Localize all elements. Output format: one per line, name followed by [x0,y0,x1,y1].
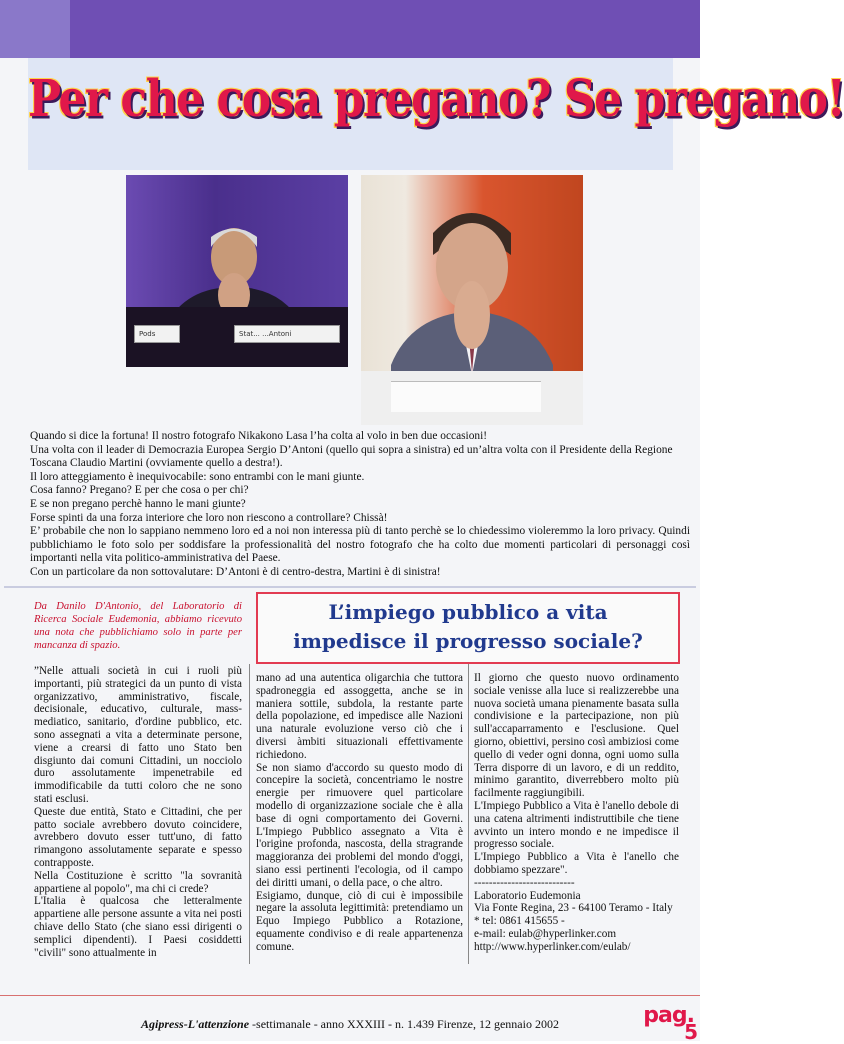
column-divider [249,664,250,964]
paragraph: L'Impiego Pubblico a Vita è l'anello che dobbiamo spezzare". [474,851,679,876]
publication-details: -settimanale - anno XXXIII - n. 1.439 Firenze, 12 gennaio 2002 [249,1017,559,1031]
separator-line: --------------------------- [474,876,575,889]
paragraph: Il giorno che questo nuovo ordinamento sociale venisse alla luce si realizzerebbe una nuova società umana pienamente basata sulla condivisione e la partecipazione, non più sull'accaparramento e l'esclusione. Quel giorno, obiettivi, persino così ambiziosi come quello di veder ogni donna, ogni uomo sulla Terra disporre di un lavoro, e di un reddito, minimo garantito, diverrebbero molto più facilmente raggiungibili. [474,672,679,800]
photo-dantoni [126,175,348,367]
caption-line: Cosa fanno? Pregano? E per che cosa o per chi? [30,484,249,497]
article-title-line-2: impedisce il progresso sociale? [293,629,643,653]
article-intro: Da Danilo D'Antonio, del Laboratorio di Ricerca Sociale Eudemonia, abbiamo ricevuto una nota che pubblichiamo solo in parte per mancanza di spazio. [34,601,242,651]
footer-rule [0,995,700,996]
photo-martini [361,175,583,425]
name-plate-right: Stat... ...Antoni [234,325,340,343]
paragraph: L'Impiego Pubblico a Vita è l'anello debole di una catena altrimenti indistruttibile che tiene avvinto un intero mondo e ne impedisce il progresso sociale. [474,799,679,851]
caption-line: Una volta con il leader di Democrazia Europea Sergio D’Antoni (quello qui sopra a sinistra) ed un’altra volta con il Presidente della Regione Toscana Claudio Martini (ovviamente quello a destra!). [30,443,673,470]
paragraph: mano ad una autentica oligarchia che tuttora spadroneggia ed assoggetta, anche se in maniera sottile, subdola, la restante parte della popolazione, ed impedisce alle Nazioni una naturale evoluzione verso ciò che i diversi àmbiti situazionali effettivamente richiedono. [256,672,463,761]
caption-line: E se non pregano perchè hanno le mani giunte? [30,497,246,510]
caption-line: Quando si dice la fortuna! Il nostro fotografo Nikakono Lasa l’ha colta al volo in ben due occasioni! [30,430,488,442]
article-column-2 [256,672,463,954]
paragraph: Queste due entità, Stato e Cittadini, che per patto sociale avrebbero dovuto coincidere, avrebbero dovuto esser tutt'uno, di fatto rimangono assolutamente separate e spesso contrapposte. [34,805,242,869]
contact-website[interactable]: http://www.hyperlinker.com/eulab/ [474,940,631,953]
caption-line: Il loro atteggiamento è inequivocabile: sono entrambi con le mani giunte. [30,470,365,483]
contact-address: Via Fonte Regina, 23 - 64100 Teramo - Italy * tel: 0861 415655 - [474,902,673,928]
paragraph: Esigiamo, dunque, ciò di cui è impossibile negare la assoluta legittimità: pretendiamo un Equo Impiego Pubblico a Rotazione, equamente condiviso e di reale appartenenza comune. [256,889,463,953]
caption-line: E’ probabile che non lo sappiano nemmeno loro ed a noi non interessa più di tanto perchè se lo chiedessimo violeremmo la loro privacy. Quindi pubblichiamo le foto solo per soddisfare la professionalità del nostro fotografo che ha colto due momenti particolari di personaggi così importanti nella vita politico-amministrativa del Paese. [30,525,690,565]
paragraph: Nella Costituzione è scritto "la sovranità appartiene al popolo", ma chi ci crede? [34,869,242,895]
contact-name: Laboratorio Eudemonia [474,889,581,902]
page-title: Per che cosa pregano? Se pregano! [28,70,844,129]
caption-line: Con un particolare da non sottovalutare: D’Antoni è di centro-destra, Martini è di sinistra! [30,565,441,578]
section-divider [4,586,696,588]
name-plate-left: Pods [134,325,180,343]
article-column-1 [34,665,242,959]
footer [0,1017,700,1032]
column-divider [468,664,469,964]
paragraph: Se non siamo d'accordo su questo modo di concepire la società, concentriamo le nostre energie per rimuovere quel particolare modello di organizzazione sociale che è alla base di ogni comportamento dei Governi. L'Impiego Pubblico assegnato a Vita è l'origine profonda, nascosta, della stragrande maggioranza dei problemi del mondo d'oggi, siano essi pertinenti l'ecologia, od il campo dei diritti umani, o della pace, o che altro. [256,761,463,889]
contact-email[interactable]: e-mail: eulab@hyperlinker.com [474,927,617,940]
publication-name: Agipress-L'attenzione [141,1017,250,1031]
caption-line: Forse spinti da una forza interiore che loro non riescono a controllare? Chissà! [30,511,388,524]
page-number: 5 [684,1020,698,1044]
article-column-3 [474,672,679,954]
article-title-line-1: L’impiego pubblico a vita [328,600,608,624]
top-color-band [0,0,700,58]
paragraph: L'Italia è qualcosa che letteralmente appartiene alle persone assunte a vita nei posti chiave dello Stato (che siano essi dirigenti o semplici dipendenti). I Paesi cosiddetti "civili" sono attualmente in [34,895,242,959]
paragraph: ”Nelle attuali società in cui i ruoli più importanti, più strategici da un punto di vista organizzativo, amministrativo, fiscale, decisionale, educativo, culturale, mass-mediatico, sanitario, d'ordine pubblico, etc. sono assegnati a vita a determinate persone, viene a crearsi di fatto uno Stato ben disgiunto dai comuni Cittadini, un nocciolo duro assolutamente impenetrabile ed immodificabile da tutti coloro che ne sono stati esclusi. [34,665,242,805]
article-title-box [256,592,680,664]
photo-caption [30,430,690,580]
page-label: pag. [643,1003,694,1028]
